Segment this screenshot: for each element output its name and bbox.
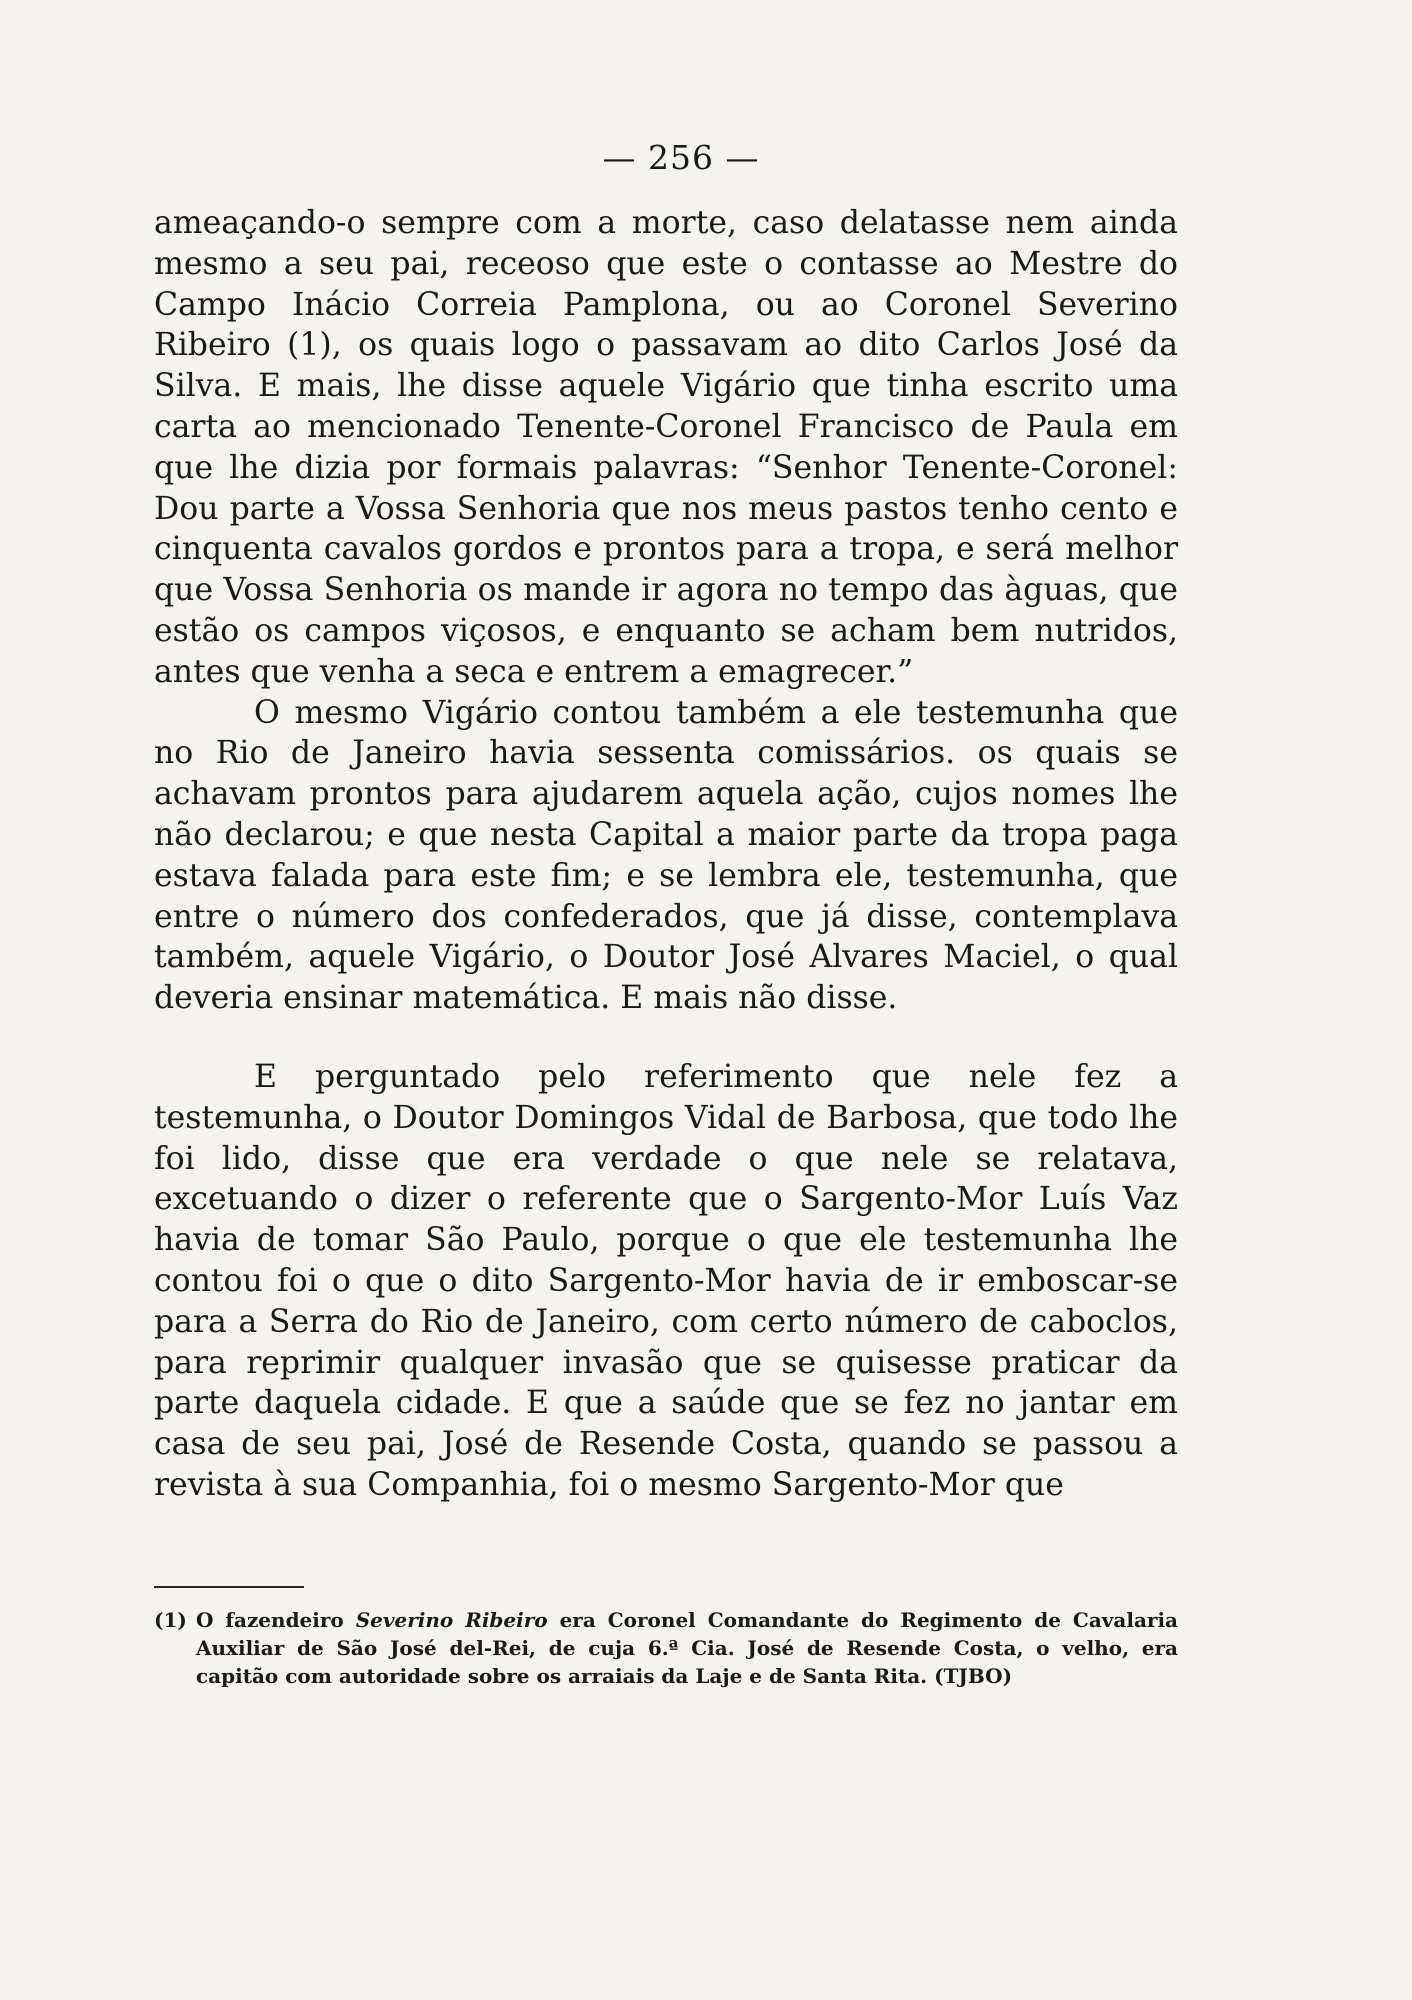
footnote-divider: [154, 1586, 304, 1588]
footnote-text-end: era Coronel Comandante do Regimento de Cavalaria Auxiliar de São José del-Rei, de cuja 6.ª Cia. José de Resende Costa, o velho, era capitão com autoridade sobre os arraiais da Laje e de Santa Rita. (TJBO): [196, 1607, 1179, 1688]
page-number: — 256 —: [602, 138, 760, 177]
footnote-text-start: O fazendeiro: [196, 1607, 356, 1632]
footnote-text: [196, 1606, 1178, 1690]
document-page: [154, 138, 1178, 1690]
paragraph-3: E perguntado pelo referimento que nele fez a testemunha, o Doutor Domingos Vidal de Barbosa, que todo lhe foi lido, disse que era verdade o que nele se relatava, excetuando o dizer o referente que o Sargento-Mor Luís Vaz havia de tomar São Paulo, porque o que ele testemunha lhe contou foi o que o dito Sargento-Mor havia de ir emboscar-se para a Serra do Rio de Janeiro, com certo número de caboclos, para reprimir qualquer invasão que se quisesse praticar da parte daquela cidade. E que a saúde que se fez no jantar em casa de seu pai, José de Resende Costa, quando se passou a revista à sua Companhia, foi o mesmo Sargento-Mor que: [154, 1058, 1178, 1503]
paragraph-1: ameaçando-o sempre com a morte, caso delatasse nem ainda mesmo a seu pai, receoso que este o contasse ao Mestre do Campo Inácio Correia Pamplona, ou ao Coronel Severino Ribeiro (1), os quais logo o passavam ao dito Carlos José da Silva. E mais, lhe disse aquele Vigário que tinha escrito uma carta ao mencionado Tenente-Coronel Francisco de Paula em que lhe dizia por formais palavras: “Senhor Tenente-Coronel: Dou parte a Vossa Senhoria que nos meus pastos tenho cento e cinquenta cavalos gordos e prontos para a tropa, e será melhor que Vossa Senhoria os mande ir agora no tempo das àguas, que estão os campos viçosos, e enquanto se acham bem nutridos, antes que venha a seca e entrem a emagrecer.”: [154, 205, 1178, 690]
footnote-marker: (1): [154, 1607, 187, 1632]
footnote-name: Severino Ribeiro: [355, 1607, 548, 1632]
paragraph-2: O mesmo Vigário contou também a ele testemunha que no Rio de Janeiro havia sessenta comissários. os quais se achavam prontos para ajudarem aquela ação, cujos nomes lhe não declarou; e que nesta Capital a maior parte da tropa paga estava falada para este fim; e se lembra ele, testemunha, que entre o número dos confederados, que já disse, contemplava também, aquele Vigário, o Doutor José Alvares Maciel, o qual deveria ensinar matemática. E mais não disse.: [154, 694, 1178, 1017]
footnote: [154, 1606, 1178, 1690]
